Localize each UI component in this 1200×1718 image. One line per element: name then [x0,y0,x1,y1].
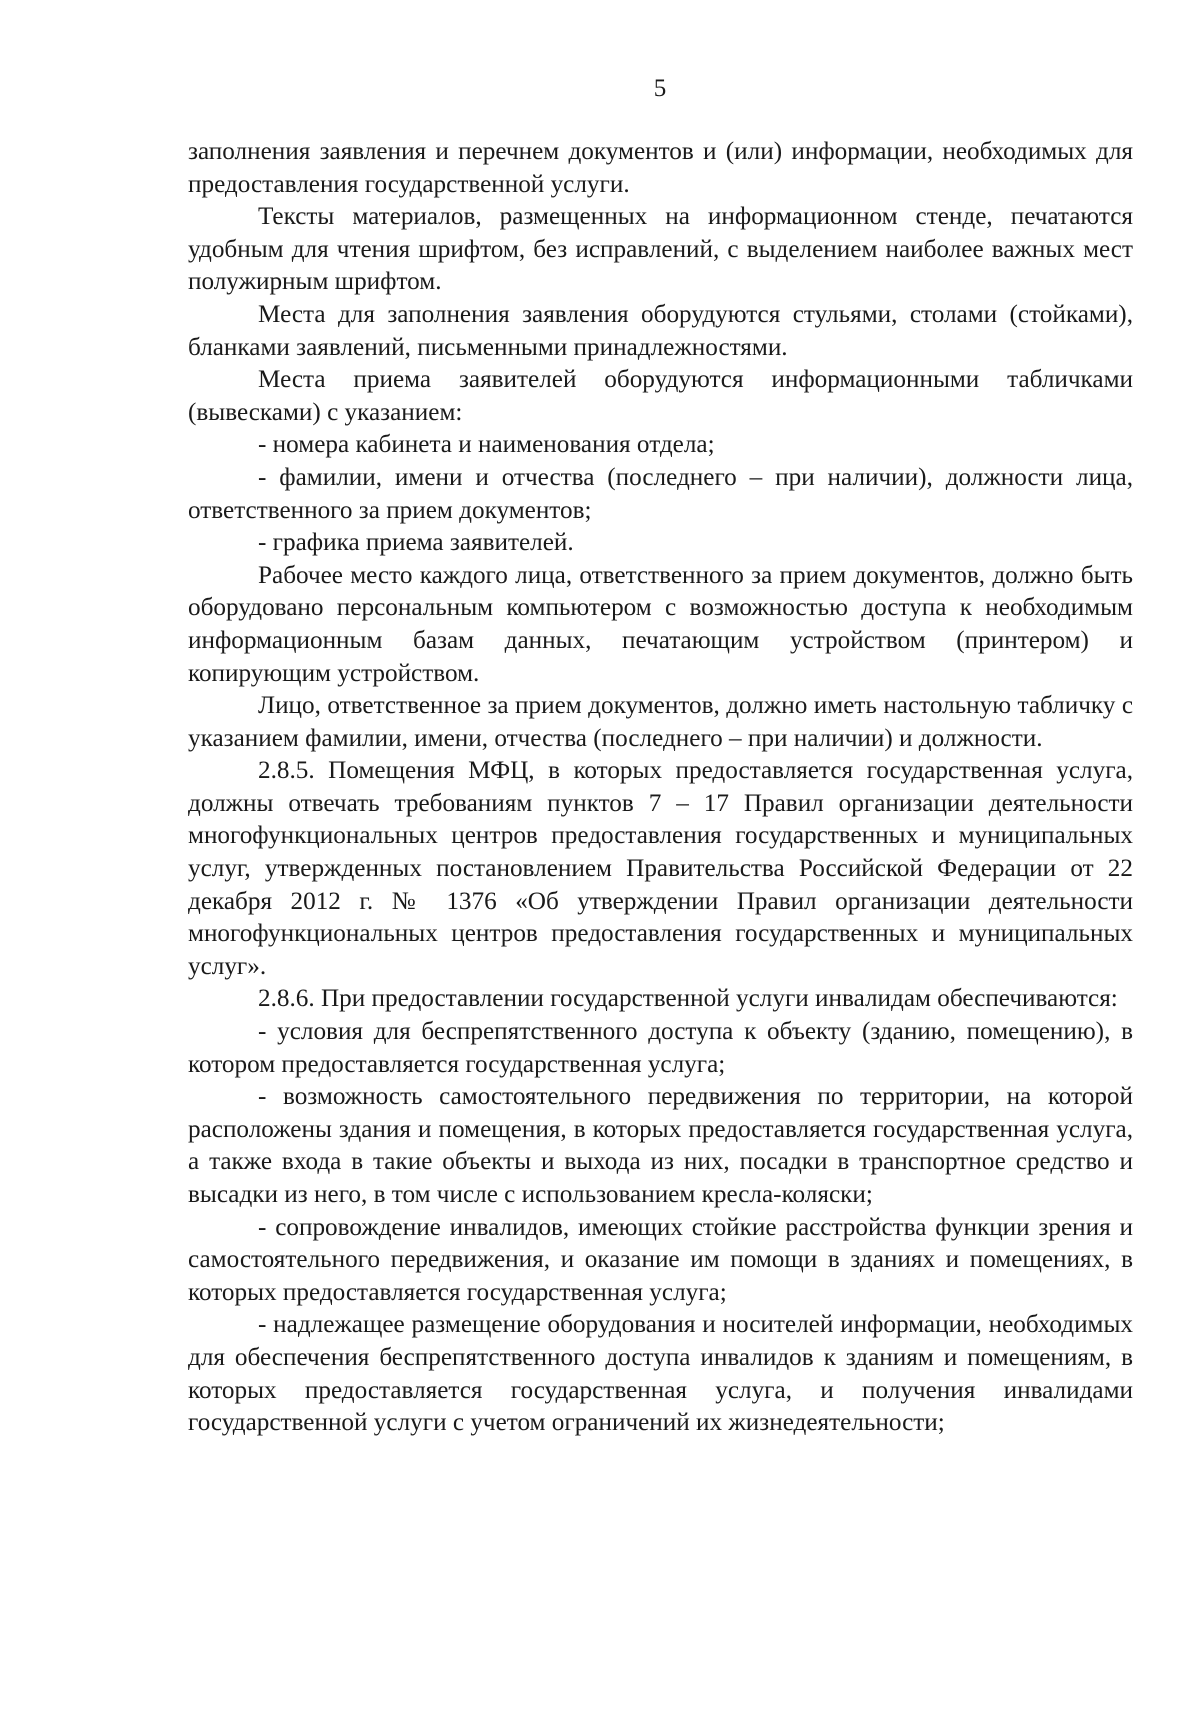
list-item-access-conditions: - условия для беспрепятственного доступа к объекту (зданию, помещению), в котором предоставляется государственная услуга; [188,1018,1133,1078]
list-item-equipment-placement: - надлежащее размещение оборудования и носителей информации, необходимых для обеспечения беспрепятственного доступа инвалидов к зданиям и помещениям, в которых предоставляется государственная услуга, и получения инвалидами государственной услуги с учетом ограничений их жизнедеятельности; [188,1311,1133,1437]
list-item-office-number: - номера кабинета и наименования отдела; [258,431,715,459]
document-body [188,136,1133,1440]
paragraph-desk-plate: Лицо, ответственное за прием документов, должно иметь настольную табличку с указанием фамилии, имени, отчества (последнего – при наличии) и должности. [188,692,1133,752]
paragraph-2-8-6: 2.8.6. При предоставлении государственной услуги инвалидам обеспечиваются: [258,985,1118,1013]
page-number: 5 [653,75,667,102]
list-item-movement: - возможность самостоятельного передвижения по территории, на которой расположены здания и помещения, в которых предоставляется государственная услуга, а также входа в такие объекты и выхода из них, посадки в транспортное средство и высадки из него, в том числе с использованием кресла-коляски; [188,1083,1133,1208]
paragraph-reception-places: Места приема заявителей оборудуются информационными табличками (вывесками) с указанием: [188,366,1133,426]
paragraph-2-8-5: 2.8.5. Помещения МФЦ, в которых предоставляется государственная услуга, должны отвечать требованиям пунктов 7 – 17 Правил организации деятельности многофункциональных центров предоставления государственных и муниципальных услуг, утвержденных постановлением Правительства Российской Федерации от 22 декабря 2012 г. № 1376 «Об утверждении Правил организации деятельности многофункциональных центров предоставления государственных и муниципальных услуг». [188,757,1133,980]
paragraph-filling-places: Места для заполнения заявления оборудуются стульями, столами (стойками), бланками заявлений, письменными принадлежностями. [188,300,1133,361]
paragraph-workplace: Рабочее место каждого лица, ответственного за прием документов, должно быть оборудовано персональным компьютером с возможностью доступа к необходимым информационным базам данных, печатающим устройством (принтером) и копирующим устройством. [188,561,1133,687]
list-item-responsible-name: - фамилии, имени и отчества (последнего – при наличии), должности лица, ответственного за прием документов; [188,463,1133,524]
paragraph-stand-texts: Тексты материалов, размещенных на информационном стенде, печатаются удобным для чтения шрифтом, без исправлений, с выделением наиболее важных мест полужирным шрифтом. [188,203,1133,296]
list-item-accompaniment: - сопровождение инвалидов, имеющих стойкие расстройства функции зрения и самостоятельного передвижения, и оказание им помощи в зданиях и помещениях, в которых предоставляется государственная услуга; [188,1213,1133,1306]
paragraph-continuation: заполнения заявления и перечнем документов и (или) информации, необходимых для предоставления государственной услуги. [188,138,1133,198]
list-item-schedule: - графика приема заявителей. [258,529,574,557]
